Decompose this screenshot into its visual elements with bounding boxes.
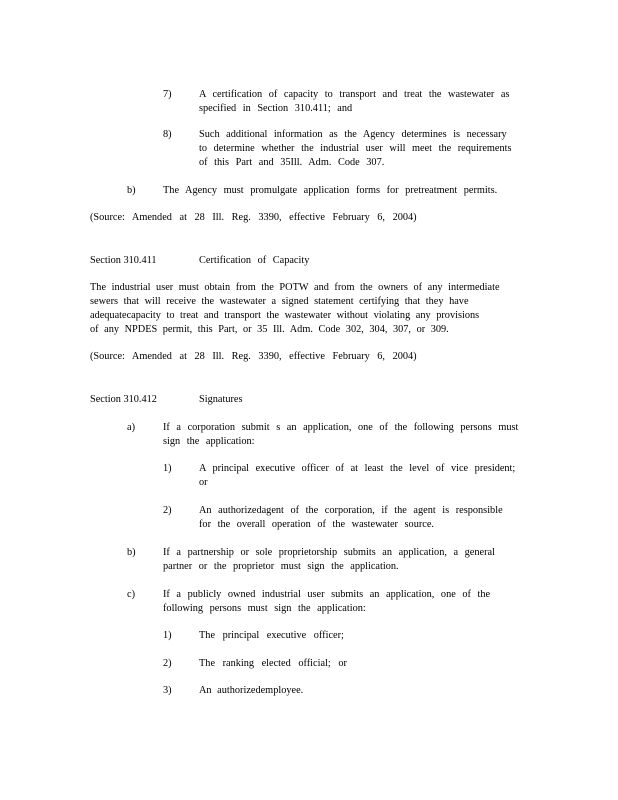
section-title: Certification of Capacity [199,255,310,266]
section-body-line: sewers that will receive the wastewater a signed statement certifying that they have [90,296,469,307]
source-note [90,211,417,225]
item-a1-text [199,462,515,490]
item-a1-label: 1) [163,463,172,474]
item-c2-text: The ranking elected official; or [199,658,347,669]
item-a-line: sign the application: [163,436,255,447]
item-b-line: If a partnership or sole proprietorship submits an application, a general [163,547,495,558]
item-c3-label: 3) [163,685,172,696]
item-a2-label: 2) [163,505,172,516]
item-8-label: 8) [163,129,172,140]
item-8-line: of this Part and 35Ill. Adm. Code 307. [199,157,385,168]
source-note-line: (Source: Amended at 28 Ill. Reg. 3390, effective February 6, 2004) [90,351,417,362]
item-a1-line: or [199,477,208,488]
item-a-line: If a corporation submit s an application, one of the following persons must [163,422,519,433]
item-b-label: b) [127,185,136,196]
item-a2-text [199,504,503,532]
item-c-label: c) [127,589,135,600]
item-b-text [163,184,497,198]
section-number: Section 310.412 [90,394,157,405]
item-a2-line: An authorizedagent of the corporation, if the agent is responsible [199,505,503,516]
item-a1-line: A principal executive officer of at least the level of vice president; [199,463,516,474]
section-body-line: of any NPDES permit, this Part, or 35 Ill. Adm. Code 302, 304, 307, or 309. [90,324,449,335]
section-body [90,281,500,337]
item-c1-label: 1) [163,630,172,641]
item-7-text [199,88,509,116]
item-c-line: following persons must sign the application: [163,603,366,614]
section-body-line: adequatecapacity to treat and transport the wastewater without violating any provisions [90,310,480,321]
item-8-line: Such additional information as the Agency determines is necessary [199,129,507,140]
section-title: Signatures [199,394,243,405]
item-b-line: The Agency must promulgate application forms for pretreatment permits. [163,185,498,196]
item-c-line: If a publicly owned industrial user submits an application, one of the [163,589,491,600]
item-b-text [163,546,495,574]
item-a-label: a) [127,422,135,433]
section-number: Section 310.411 [90,255,157,266]
item-8-text [199,128,512,170]
item-a-text [163,421,518,449]
item-c3-text: An authorizedemployee. [199,685,304,696]
item-c-text [163,588,490,616]
item-7-line: A certification of capacity to transport and treat the wastewater as [199,89,510,100]
item-8-line: to determine whether the industrial user will meet the requirements [199,143,512,154]
source-note [90,350,417,364]
item-a2-line: for the overall operation of the wastewater source. [199,519,434,530]
source-note-line: (Source: Amended at 28 Ill. Reg. 3390, effective February 6, 2004) [90,212,417,223]
section-body-line: The industrial user must obtain from the POTW and from the owners of any intermediate [90,282,500,293]
item-7-line: specified in Section 310.411; and [199,103,353,114]
item-7-label: 7) [163,89,172,100]
item-c2-label: 2) [163,658,172,669]
item-c1-text: The principal executive officer; [199,630,344,641]
item-b-label: b) [127,547,136,558]
item-b-line: partner or the proprietor must sign the application. [163,561,399,572]
